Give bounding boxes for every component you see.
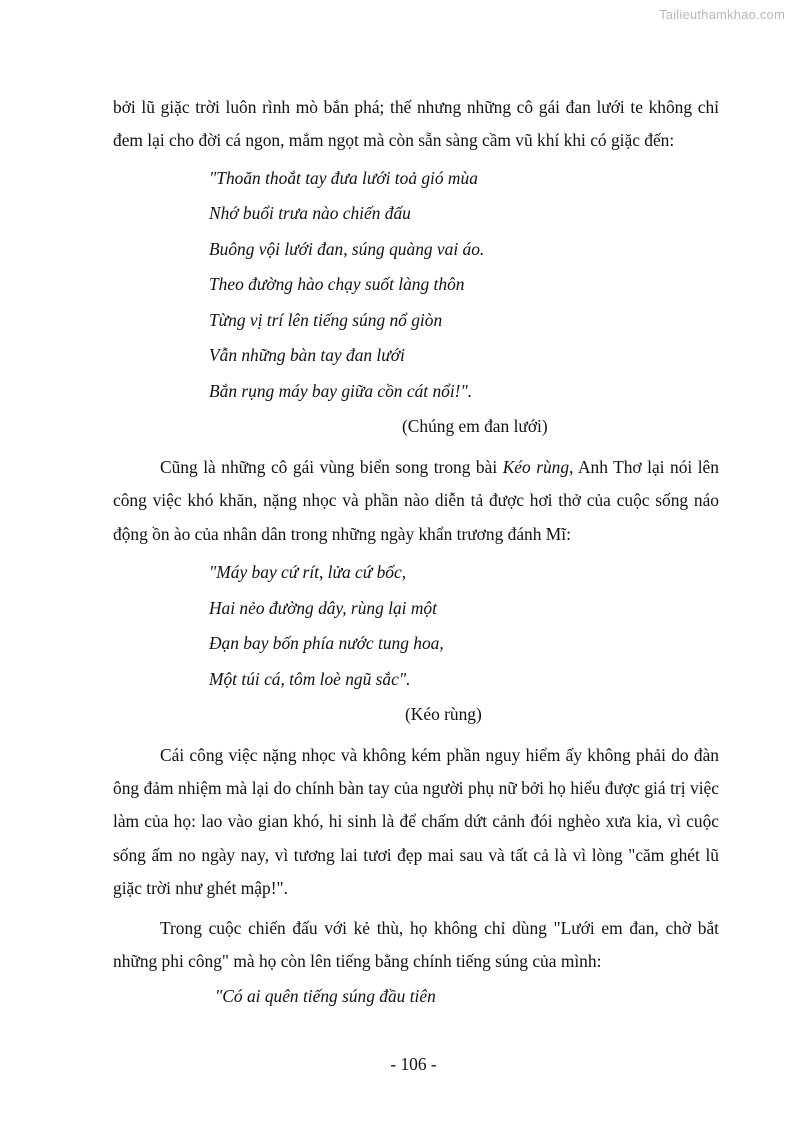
- poem-line: Theo đường hào chạy suốt làng thôn: [209, 274, 465, 295]
- poem-line: Nhớ buổi trưa nào chiến đấu: [209, 203, 411, 224]
- paragraph-keo-rung-intro: [113, 451, 719, 551]
- poem-source-caption: (Kéo rùng): [405, 704, 482, 725]
- document-body: [113, 91, 719, 1015]
- poem-line: Buông vội lưới đan, súng quàng vai áo.: [209, 238, 485, 259]
- poem-title-italic: Kéo rùng: [502, 456, 570, 477]
- poem-tieng-sung: [113, 979, 719, 1015]
- poem-line: Bắn rụng máy bay giữa cồn cát nổi!".: [209, 380, 473, 401]
- poem-keo-rung: [113, 555, 719, 697]
- poem-chung-em-dan-luoi: [113, 161, 719, 410]
- paragraph-combat: Trong cuộc chiến đấu với kẻ thù, họ không chỉ dùng "Lưới em đan, chờ bắt những phi công" mà họ còn lên tiếng bằng chính tiếng súng của mình:: [113, 917, 719, 971]
- page-number: - 106 -: [390, 1054, 437, 1074]
- poem-line: Một túi cá, tôm loè ngũ sắc".: [209, 668, 411, 689]
- site-watermark: Tailieuthamkhao.com: [659, 7, 785, 22]
- paragraph-text: Cũng là những cô gái vùng biển song trong bài: [160, 456, 503, 477]
- poem-line: Đạn bay bốn phía nước tung hoa,: [209, 633, 444, 654]
- poem-line: "Có ai quên tiếng súng đầu tiên: [215, 986, 436, 1007]
- poem-line: "Thoăn thoắt tay đưa lưới toả gió mùa: [209, 167, 478, 188]
- poem-line: Hai nẻo đường dây, rùng lại một: [209, 597, 437, 618]
- poem-line: Vẫn những bàn tay đan lưới: [209, 345, 405, 366]
- paragraph-work-meaning: Cái công việc nặng nhọc và không kém phần nguy hiểm ấy không phải do đàn ông đảm nhiệm mà lại do chính bàn tay của người phụ nữ bởi họ hiểu được giá trị việc làm của họ: lao vào gian khó, hi sinh là để chấm dứt cảnh đói nghèo xưa kia, vì cuộc sống ấm no ngày nay, vì tương lai tươi đẹp mai sau và tất cả là vì lòng "căm ghét lũ giặc trời như ghét mập!".: [113, 744, 719, 899]
- poem-source-caption: (Chúng em đan lưới): [402, 416, 548, 437]
- paragraph-intro: bởi lũ giặc trời luôn rình mò bắn phá; thế nhưng những cô gái đan lưới te không chỉ đem lại cho đời cá ngon, mắm ngọt mà còn sẵn sàng cầm vũ khí khi có giặc đến:: [113, 97, 719, 151]
- paragraph-text: , Anh Thơ lại nói lên công việc khó khăn, nặng nhọc và phần nào diễn tả được hơi thở của cuộc sống náo động ồn ào của nhân dân trong những ngày khẩn trương đánh Mĩ:: [113, 456, 719, 544]
- poem-line: Từng vị trí lên tiếng súng nổ giòn: [209, 309, 443, 330]
- poem-line: "Máy bay cứ rít, lửa cứ bốc,: [209, 562, 407, 583]
